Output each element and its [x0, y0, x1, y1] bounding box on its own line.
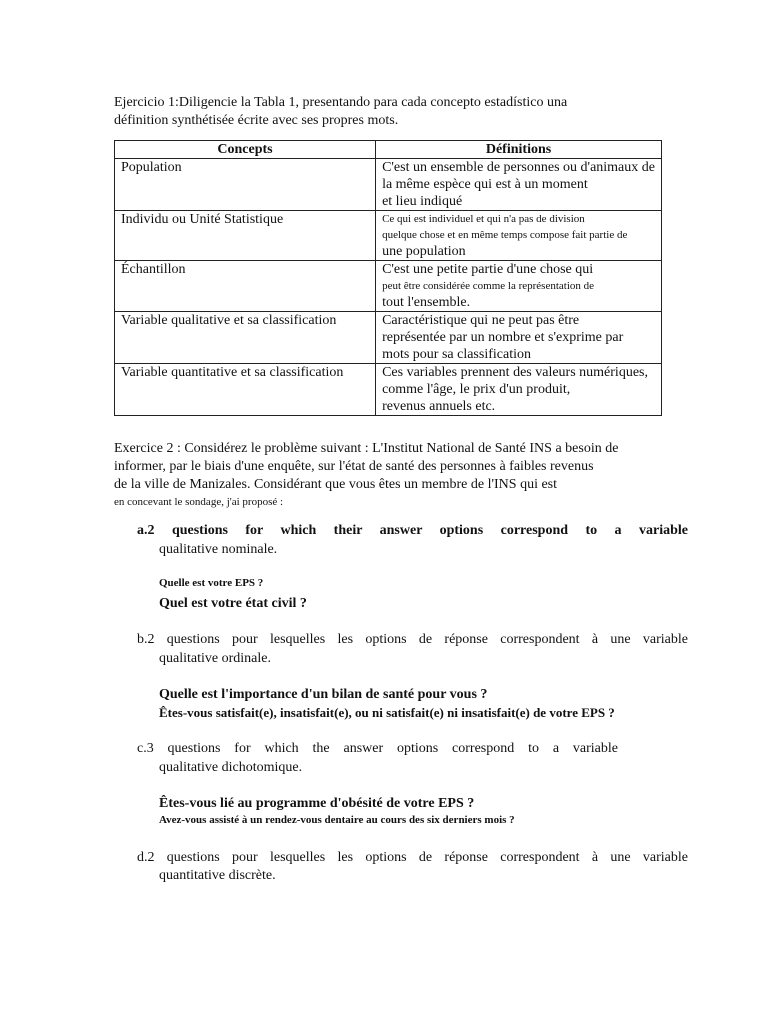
table-cell-definition [376, 312, 662, 364]
item-b-question1: Quelle est l'importance d'un bilan de santé pour vous ? [159, 687, 488, 702]
table-cell-definition [376, 211, 662, 261]
definition-line: Ces variables prennent des valeurs numériques, [382, 365, 648, 380]
table-cell-concept: Population [115, 159, 376, 211]
exercise2-line4: en concevant le sondage, j'ai proposé : [114, 496, 284, 508]
table-cell-definition [376, 364, 662, 416]
definition-line: C'est une petite partie d'une chose qui [382, 262, 594, 277]
definition-line: et lieu indiqué [382, 194, 463, 209]
table-header-row [115, 141, 662, 159]
definition-line: la même espèce qui est à un moment [382, 177, 588, 192]
table-cell-concept: Variable quantitative et sa classification [115, 364, 376, 416]
definition-line: comme l'âge, le prix d'un produit, [382, 382, 571, 397]
definition-line: C'est un ensemble de personnes ou d'animaux de [382, 160, 655, 175]
item-a-line2: qualitative nominale. [159, 542, 278, 557]
concepts-table [114, 140, 662, 416]
item-a-question2: Quel est votre état civil ? [159, 596, 307, 611]
definition-line: tout l'ensemble. [382, 295, 471, 310]
item-a-line1: a.2 questions for which their answer options correspond to a variable [137, 523, 688, 538]
table-row [115, 312, 662, 364]
definition-line: revenus annuels etc. [382, 399, 496, 414]
definition-line: peut être considérée comme la représentation de [382, 280, 595, 292]
definition-line: Caractéristique qui ne peut pas être [382, 313, 580, 328]
definition-line: mots pour sa classification [382, 347, 531, 362]
item-b-line2: qualitative ordinale. [159, 651, 271, 666]
table-cell-concept: Individu ou Unité Statistique [115, 211, 376, 261]
table-header-concepts: Concepts [115, 141, 376, 159]
item-b-line1: b.2 questions pour lesquelles les options de réponse correspondent à une variable [137, 632, 688, 647]
table-cell-definition [376, 159, 662, 211]
table-cell-concept: Échantillon [115, 261, 376, 312]
table-row [115, 211, 662, 261]
item-c-question2: Avez-vous assisté à un rendez-vous dentaire au cours des six derniers mois ? [159, 814, 515, 826]
definition-line: quelque chose et en même temps compose fait partie de [382, 229, 628, 241]
exercise2-line3: de la ville de Manizales. Considérant que vous êtes un membre de l'INS qui est [114, 477, 558, 492]
item-c-line2: qualitative dichotomique. [159, 760, 303, 775]
item-b-question2: Êtes-vous satisfait(e), insatisfait(e), ou ni satisfait(e) ni insatisfait(e) de votre EPS ? [159, 705, 615, 720]
exercise1-intro-line2: définition synthétisée écrite avec ses propres mots. [114, 113, 399, 128]
definition-line: représentée par un nombre et s'exprime par [382, 330, 624, 345]
item-d-line1: d.2 questions pour lesquelles les options de réponse correspondent à une variable [137, 850, 688, 865]
table-header-definitions: Définitions [376, 141, 662, 159]
definition-line: une population [382, 244, 466, 259]
item-d-line2: quantitative discrète. [159, 868, 276, 883]
table-cell-concept: Variable qualitative et sa classification [115, 312, 376, 364]
exercise2-line1: Exercice 2 : Considérez le problème suivant : L'Institut National de Santé INS a besoin de [114, 441, 619, 456]
exercise2-line2: informer, par le biais d'une enquête, sur l'état de santé des personnes à faibles revenus [114, 459, 594, 474]
exercise1-intro-line1: Ejercicio 1:Diligencie la Tabla 1, presentando para cada concepto estadístico una [114, 95, 568, 110]
item-a-question1: Quelle est votre EPS ? [159, 577, 264, 589]
item-c-line1: c.3 questions for which the answer options correspond to a variable [137, 741, 618, 756]
table-row [115, 364, 662, 416]
item-c-question1: Êtes-vous lié au programme d'obésité de votre EPS ? [159, 796, 475, 811]
table-cell-definition [376, 261, 662, 312]
definition-line: Ce qui est individuel et qui n'a pas de division [382, 213, 585, 225]
table-row [115, 261, 662, 312]
table-row [115, 159, 662, 211]
